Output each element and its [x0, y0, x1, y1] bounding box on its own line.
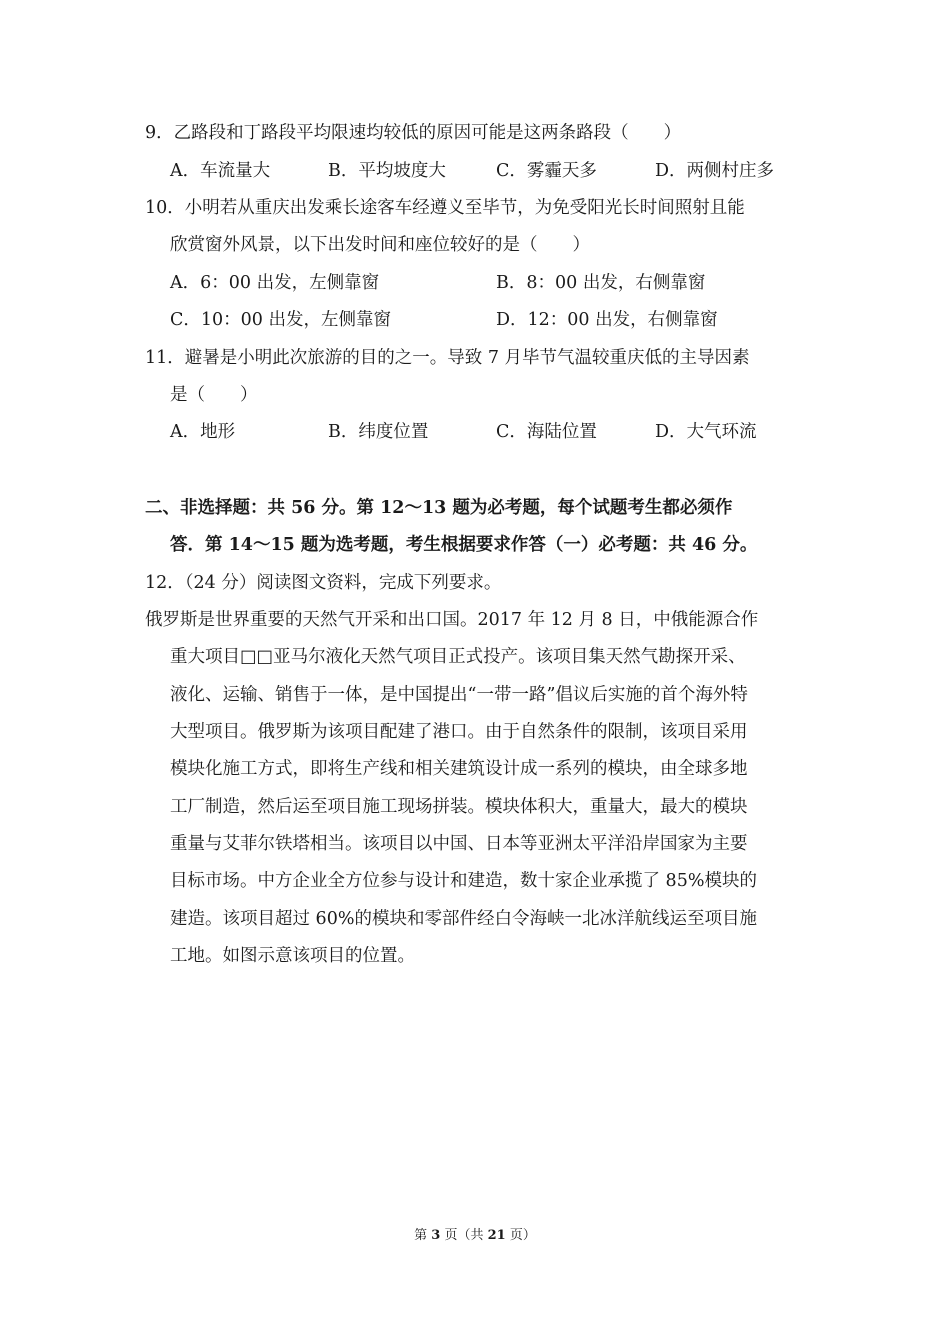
q12-paragraph-line: 俄罗斯是世界重要的天然气开采和出口国。2017 年 12 月 8 日，中俄能源合作: [145, 610, 759, 630]
q9-option-b: B．平均坡度大: [328, 161, 446, 181]
q12-paragraph-line: 液化、运输、销售于一体，是中国提出“一带一路”倡议后实施的首个海外特: [170, 685, 748, 705]
q10-option-b: B．8：00 出发，右侧靠窗: [496, 273, 706, 293]
q10-stem-line1: 10．小明若从重庆出发乘长途客车经遵义至毕节，为免受阳光长时间照射且能: [145, 198, 745, 218]
q11-stem-line1: 11．避暑是小明此次旅游的目的之一。导致 7 月毕节气温较重庆低的主导因素: [145, 348, 750, 368]
q11-option-a: A．地形: [170, 422, 236, 442]
q11-option-c: C．海陆位置: [496, 422, 597, 442]
q12-paragraph-line: 重大项目□□亚马尔液化天然气项目正式投产。该项目集天然气勘探开采、: [170, 647, 746, 667]
q9-option-d: D．两侧村庄多: [655, 161, 775, 181]
q10-stem-line2: 欣赏窗外风景，以下出发时间和座位较好的是（ ）: [170, 235, 590, 255]
q12-stem: 12．（24 分）阅读图文资料，完成下列要求。: [145, 573, 502, 593]
q12-paragraph-line: 工厂制造，然后运至项目施工现场拼装。模块体积大，重量大，最大的模块: [170, 797, 748, 817]
footer-prefix: 第: [414, 1228, 432, 1243]
q12-paragraph-line: 建造。该项目超过 60%的模块和零部件经白令海峡一北冰洋航线运至项目施: [170, 909, 757, 929]
footer-total-pages: 21: [487, 1228, 506, 1243]
q12-paragraph-line: 工地。如图示意该项目的位置。: [170, 946, 415, 966]
q12-paragraph-line: 重量与艾菲尔铁塔相当。该项目以中国、日本等亚洲太平洋沿岸国家为主要: [170, 834, 748, 854]
footer-suffix: 页）: [505, 1228, 536, 1243]
q12-paragraph-line: 模块化施工方式，即将生产线和相关建筑设计成一系列的模块，由全球多地: [170, 759, 748, 779]
section2-heading-line2: 答．第 14～15 题为选考题，考生根据要求作答（一）必考题：共 46 分。: [170, 535, 758, 555]
q12-paragraph-line: 目标市场。中方企业全方位参与设计和建造，数十家企业承揽了 85%模块的: [170, 871, 757, 891]
q10-option-d: D．12：00 出发，右侧靠窗: [496, 310, 718, 330]
q11-stem-line2: 是（ ）: [170, 385, 258, 405]
q11-option-d: D．大气环流: [655, 422, 757, 442]
q10-option-c: C．10：00 出发，左侧靠窗: [170, 310, 391, 330]
footer-page-number: 3: [431, 1228, 441, 1243]
q12-paragraph-line: 大型项目。俄罗斯为该项目配建了港口。由于自然条件的限制，该项目采用: [170, 722, 748, 742]
section2-heading-line1: 二、非选择题：共 56 分。第 12～13 题为必考题，每个试题考生都必须作: [145, 498, 733, 518]
q9-option-c: C．雾霾天多: [496, 161, 597, 181]
q11-option-b: B．纬度位置: [328, 422, 429, 442]
page-footer: [0, 1226, 950, 1246]
q10-option-a: A．6：00 出发，左侧靠窗: [170, 273, 380, 293]
q9-option-a: A．车流量大: [170, 161, 271, 181]
q9-stem: 9．乙路段和丁路段平均限速均较低的原因可能是这两条路段（ ）: [145, 123, 682, 143]
footer-middle: 页（共: [440, 1228, 488, 1243]
